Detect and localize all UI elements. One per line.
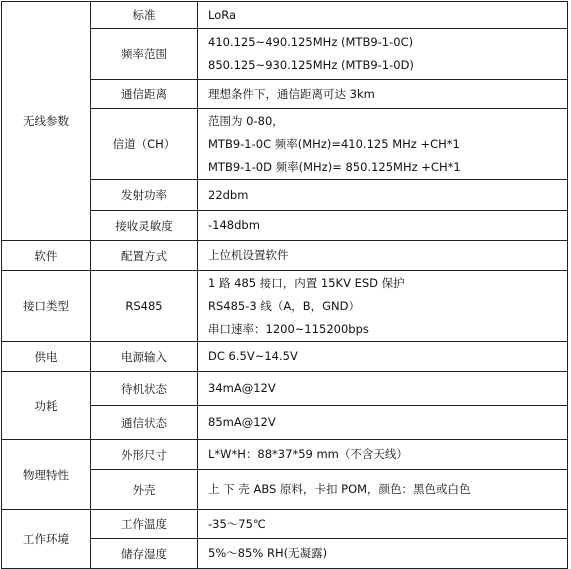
param-value: 22dbm xyxy=(198,180,568,211)
param-value: DC 6.5V~14.5V xyxy=(198,342,568,372)
param-label: 通信距离 xyxy=(91,80,198,109)
category-environment: 工作环境 xyxy=(2,510,91,569)
category-physical: 物理特性 xyxy=(2,440,91,510)
param-value: 范围为 0-80， MTB9-1-0C 频率(MHz)=410.125 MHz +CH*1 MTB9-1-0D 频率(MHz)= 850.125MHz +CH*1 xyxy=(198,109,568,180)
param-value: 34mA@12V xyxy=(198,372,568,406)
param-value: -35～75℃ xyxy=(198,510,568,539)
specification-table xyxy=(1,1,568,569)
param-value: 5%～85% RH(无凝露) xyxy=(198,539,568,569)
param-label: 标准 xyxy=(91,2,198,29)
table-row xyxy=(2,271,568,342)
table-row xyxy=(2,241,568,271)
param-value: 1 路 485 接口，内置 15KV ESD 保护 RS485-3 线（A，B，GND） 串口速率：1200~115200bps xyxy=(198,271,568,342)
param-value: -148dbm xyxy=(198,211,568,241)
param-label: 外壳 xyxy=(91,470,198,510)
param-value: L*W*H：88*37*59 mm（不含天线） xyxy=(198,440,568,470)
param-label: 发射功率 xyxy=(91,180,198,211)
category-software: 软件 xyxy=(2,241,91,271)
param-label: 待机状态 xyxy=(91,372,198,406)
param-value: LoRa xyxy=(198,2,568,29)
param-label: 储存湿度 xyxy=(91,539,198,569)
category-power-supply: 供电 xyxy=(2,342,91,372)
param-label: 接收灵敏度 xyxy=(91,211,198,241)
param-label: 配置方式 xyxy=(91,241,198,271)
table-row xyxy=(2,510,568,539)
category-power-consumption: 功耗 xyxy=(2,372,91,440)
category-wireless: 无线参数 xyxy=(2,2,91,241)
param-value: 410.125~490.125MHz (MTB9-1-0C) 850.125~930.125MHz (MTB9-1-0D) xyxy=(198,29,568,80)
param-value: 上位机设置软件 xyxy=(198,241,568,271)
table-row xyxy=(2,372,568,406)
param-value: 85mA@12V xyxy=(198,406,568,440)
table-row xyxy=(2,2,568,29)
param-label: 外形尺寸 xyxy=(91,440,198,470)
param-label: 电源输入 xyxy=(91,342,198,372)
param-label: RS485 xyxy=(91,271,198,342)
param-label: 通信状态 xyxy=(91,406,198,440)
category-interface: 接口类型 xyxy=(2,271,91,342)
table-row xyxy=(2,440,568,470)
param-value: 上 下 壳 ABS 原料，卡扣 POM，颜色：黑色或白色 xyxy=(198,470,568,510)
param-label: 信道（CH） xyxy=(91,109,198,180)
param-label: 工作温度 xyxy=(91,510,198,539)
param-label: 频率范围 xyxy=(91,29,198,80)
table-row xyxy=(2,342,568,372)
param-value: 理想条件下，通信距离可达 3km xyxy=(198,80,568,109)
